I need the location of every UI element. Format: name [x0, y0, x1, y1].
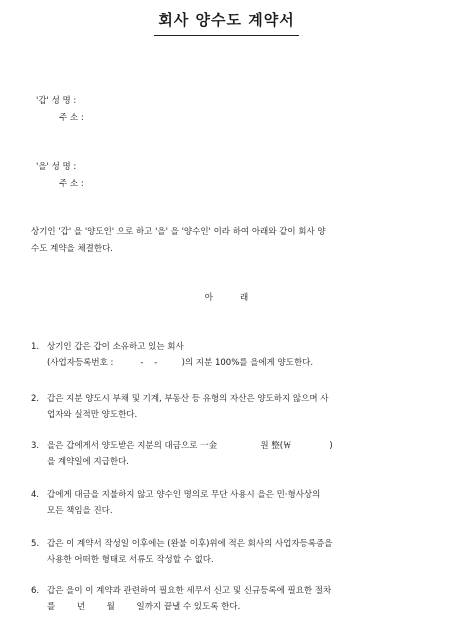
clause-line: (사업자등록번호 : - - )의 지분 100%를 을에게 양도한다. [47, 358, 314, 368]
clause-5 [31, 536, 431, 568]
clause-1 [31, 339, 431, 371]
clause-number: 5. [31, 539, 40, 549]
party-b-address-label: 주 소 : [59, 179, 84, 189]
clause-line: 모든 책임을 진다. [47, 506, 113, 516]
clause-3 [31, 438, 431, 470]
intro-paragraph [31, 224, 431, 258]
clause-line: 을은 갑에게서 양도받은 지분의 대금으로 一金 원 整(￦ ) [47, 441, 333, 451]
clause-line: 갑은 지분 양도시 부채 및 기계, 부동산 등 유형의 자산은 양도하지 않으며 사 [47, 394, 329, 404]
clause-line: 업자와 실적만 양도한다. [47, 410, 138, 420]
clause-line: 를 년 월 일까지 끝낼 수 있도록 한다. [47, 602, 241, 612]
document-title: 회사 양수도 계약서 [0, 9, 453, 36]
clause-2 [31, 391, 431, 423]
clause-line: 갑은 이 계약서 작성일 이후에는 (완불 이후)위에 적은 회사의 사업자등록증을 [47, 539, 333, 549]
clause-number: 6. [31, 586, 40, 596]
clause-number: 1. [31, 342, 40, 352]
party-a-name-label: '갑' 성 명 : [36, 96, 77, 106]
clause-line: 갑은 을이 이 계약과 관련하여 필요한 세무서 신고 및 신규등록에 필요한 절차 [47, 586, 332, 596]
clause-line: 사용한 어떠한 형태로 서류도 작성할 수 없다. [47, 555, 214, 565]
section-heading: 아 래 [204, 293, 249, 303]
clause-line: 상기인 갑은 갑이 소유하고 있는 회사 [47, 342, 184, 352]
clause-number: 3. [31, 441, 40, 451]
clause-number: 2. [31, 394, 40, 404]
clause-line: 갑에게 대금을 지불하지 않고 양수인 명의로 무단 사용시 을은 민·형사상의 [47, 490, 321, 500]
clause-6 [31, 583, 431, 615]
party-a-address-label: 주 소 : [59, 113, 84, 123]
intro-line-1: 상기인 '갑' 을 '양도인' 으로 하고 '을' 을 '양수인' 이라 하여 아래와 같이 회사 양 [31, 227, 326, 237]
clause-line: 을 계약일에 지급한다. [47, 457, 130, 467]
intro-line-2: 수도 계약을 체결한다. [31, 244, 114, 254]
party-b-name-label: '을' 성 명 : [36, 162, 77, 172]
clause-4 [31, 487, 431, 519]
clause-number: 4. [31, 490, 40, 500]
